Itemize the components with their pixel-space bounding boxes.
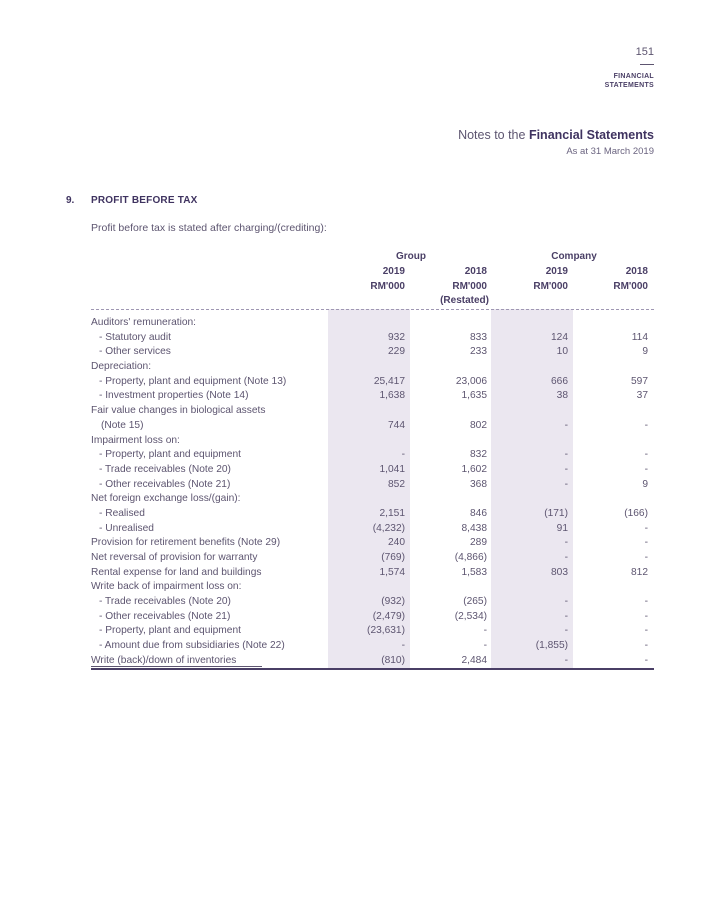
section-title: PROFIT BEFORE TAX [91, 195, 198, 206]
row-value: - [644, 625, 648, 637]
year-header: 2019 [545, 266, 568, 277]
row-value: 114 [631, 331, 648, 343]
table-row [91, 404, 654, 419]
section-label [605, 72, 654, 90]
row-label: Impairment loss on: [91, 434, 180, 446]
table-row [91, 624, 654, 639]
row-value: - [644, 463, 648, 475]
row-value: (932) [381, 596, 405, 608]
row-value: 812 [631, 566, 648, 578]
row-value: (4,232) [372, 522, 405, 534]
table-row [91, 478, 654, 493]
row-value: - [644, 610, 648, 622]
row-label: - Trade receivables (Note 20) [99, 596, 231, 608]
row-value: 25,417 [373, 375, 405, 387]
table-row [91, 389, 654, 404]
row-label: Provision for retirement benefits (Note 29) [91, 537, 281, 549]
row-value: 233 [470, 346, 487, 358]
row-value: - [564, 537, 568, 549]
row-value: 1,635 [461, 390, 487, 402]
table-body [91, 316, 654, 669]
row-value: - [644, 522, 648, 534]
row-value: 833 [470, 331, 487, 343]
row-value: - [644, 552, 648, 563]
row-value: 666 [551, 375, 568, 387]
table-row [91, 492, 654, 507]
row-value: - [483, 625, 487, 637]
row-value: 1,583 [461, 566, 487, 578]
row-label: - Other services [99, 346, 171, 358]
page-number-rule [640, 64, 654, 65]
company-header: Company [551, 251, 597, 262]
year-header: 2018 [625, 266, 648, 277]
row-label: - Trade receivables (Note 20) [99, 463, 231, 475]
row-value: 832 [470, 449, 487, 461]
table-row [91, 434, 654, 449]
row-value: (2,479) [372, 610, 405, 622]
row-value: (265) [463, 596, 487, 608]
row-value: 9 [642, 478, 648, 490]
row-value: - [483, 640, 487, 652]
header-divider [91, 309, 654, 310]
document-title-prefix: Notes to the [458, 128, 526, 142]
row-value: 9 [642, 346, 648, 358]
row-value: - [644, 537, 648, 549]
row-value: 2,484 [461, 654, 487, 666]
row-value: 38 [556, 390, 568, 402]
row-value: - [564, 610, 568, 622]
table-row [91, 345, 654, 360]
table-row [91, 331, 654, 346]
table-row [91, 448, 654, 463]
table-row [91, 507, 654, 522]
row-label: (Note 15) [101, 419, 144, 431]
document-subtitle: As at 31 March 2019 [566, 146, 654, 157]
row-label: - Unrealised [99, 522, 154, 534]
row-label: Write (back)/down of inventories [91, 654, 237, 666]
table-row [91, 610, 654, 625]
row-value: 802 [470, 419, 487, 431]
row-label: - Realised [99, 507, 145, 519]
row-label: Net foreign exchange loss/(gain): [91, 493, 241, 505]
row-value: (166) [624, 507, 648, 519]
row-value: 1,602 [461, 463, 487, 475]
last-row-underline [91, 666, 262, 667]
row-value: - [644, 596, 648, 608]
table-row [91, 360, 654, 375]
table-row [91, 580, 654, 595]
row-value: (23,631) [367, 625, 405, 637]
row-value: (810) [381, 654, 405, 666]
row-value: - [564, 478, 568, 490]
section-label-line1: FINANCIAL [613, 73, 654, 80]
row-value: - [401, 449, 405, 461]
row-value: 1,041 [379, 463, 405, 475]
row-label: - Amount due from subsidiaries (Note 22) [99, 640, 285, 652]
row-label: - Other receivables (Note 21) [99, 478, 231, 490]
row-value: 91 [556, 522, 568, 534]
row-label: Rental expense for land and buildings [91, 566, 262, 578]
table-row [91, 375, 654, 390]
row-label: - Property, plant and equipment (Note 13) [99, 375, 287, 387]
row-label: - Property, plant and equipment [99, 625, 241, 637]
row-value: (769) [381, 552, 405, 563]
row-value: - [564, 463, 568, 475]
table-row [91, 639, 654, 654]
row-value: - [564, 625, 568, 637]
table-bottom-rule [91, 668, 654, 670]
row-value: 852 [388, 478, 405, 490]
row-value: (171) [544, 507, 568, 519]
section-number: 9. [66, 195, 75, 206]
group-header: Group [396, 251, 426, 262]
table-row [91, 463, 654, 478]
row-label: - Other receivables (Note 21) [99, 610, 231, 622]
section-intro: Profit before tax is stated after charging/(crediting): [91, 222, 327, 234]
row-value: - [564, 596, 568, 608]
row-label: - Statutory audit [99, 331, 171, 343]
row-value: (2,534) [454, 610, 487, 622]
row-label: Write back of impairment loss on: [91, 581, 242, 593]
unit-header: RM'000 [613, 281, 648, 292]
row-value: 368 [470, 478, 487, 490]
row-label: Net reversal of provision for warranty [91, 552, 258, 563]
page-number: 151 [635, 46, 654, 58]
table-row [91, 419, 654, 434]
row-value: - [564, 552, 568, 563]
row-value: - [564, 449, 568, 461]
table-row [91, 566, 654, 581]
unit-header: RM'000 [370, 281, 405, 292]
row-label: - Investment properties (Note 14) [99, 390, 249, 402]
row-value: 37 [636, 390, 648, 402]
document-title-bold: Financial Statements [528, 128, 654, 142]
row-value: 8,438 [461, 522, 487, 534]
year-header: 2019 [382, 266, 405, 277]
row-value: 846 [470, 507, 487, 519]
row-value: 744 [388, 419, 405, 431]
row-label: Auditors' remuneration: [91, 317, 197, 328]
row-label: Depreciation: [91, 361, 152, 373]
unit-header: RM'000 [533, 281, 568, 292]
row-value: 932 [388, 331, 405, 343]
restated-note: (Restated) [440, 295, 489, 306]
unit-header: RM'000 [452, 281, 487, 292]
table-row [91, 595, 654, 610]
row-value: 240 [388, 537, 405, 549]
row-value: 803 [551, 566, 568, 578]
row-value: 289 [470, 537, 487, 549]
document-title [458, 128, 654, 142]
section-label-line2: STATEMENTS [604, 82, 654, 89]
row-value: 124 [551, 331, 568, 343]
table-row [91, 536, 654, 551]
row-label: - Property, plant and equipment [99, 449, 241, 461]
table-row [91, 522, 654, 537]
row-value: - [564, 419, 568, 431]
row-value: 23,006 [455, 375, 487, 387]
row-value: - [644, 419, 648, 431]
row-value: (1,855) [535, 640, 568, 652]
row-label: Fair value changes in biological assets [91, 405, 266, 417]
row-value: 2,151 [379, 507, 405, 519]
row-value: 1,574 [379, 566, 405, 578]
table-row [91, 316, 654, 331]
table-row [91, 551, 654, 566]
row-value: - [644, 449, 648, 461]
row-value: - [644, 640, 648, 652]
row-value: (4,866) [454, 552, 487, 563]
row-value: 229 [388, 346, 405, 358]
row-value: 1,638 [379, 390, 405, 402]
row-value: 597 [631, 375, 648, 387]
row-value: - [401, 640, 405, 652]
row-value: 10 [556, 346, 568, 358]
year-header: 2018 [464, 266, 487, 277]
row-value: - [564, 654, 568, 666]
row-value: - [644, 654, 648, 666]
